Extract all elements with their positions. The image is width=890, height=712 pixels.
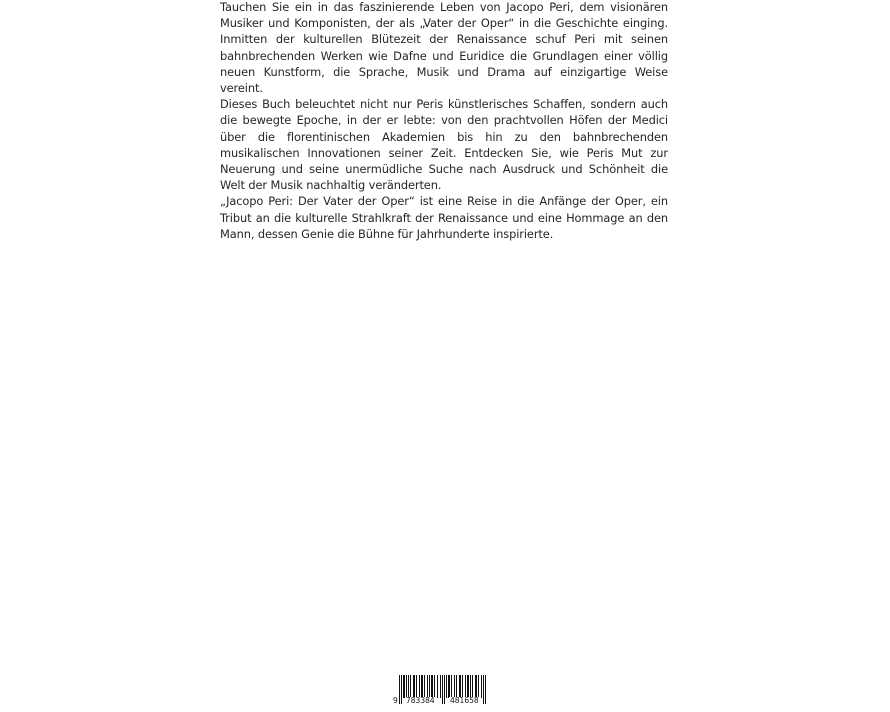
barcode-bar bbox=[406, 675, 407, 698]
barcode-bar bbox=[456, 675, 457, 698]
barcode-bar bbox=[431, 675, 433, 698]
barcode-bar bbox=[442, 675, 443, 704]
barcode-bar bbox=[459, 675, 461, 698]
barcode-bar bbox=[419, 675, 420, 698]
barcode-bar bbox=[410, 675, 411, 698]
barcode-bar bbox=[416, 675, 417, 698]
barcode-bar bbox=[472, 675, 473, 698]
barcode-bar bbox=[403, 675, 405, 698]
back-cover-blurb bbox=[220, 0, 668, 242]
barcode-bar bbox=[444, 675, 445, 704]
barcode-first-digit: 9 bbox=[393, 696, 398, 705]
barcode-bar bbox=[481, 675, 482, 698]
barcode-right-digits: 481658 bbox=[450, 696, 479, 705]
barcode-bar bbox=[399, 675, 400, 704]
isbn-barcode bbox=[392, 675, 496, 705]
barcode-bar bbox=[446, 675, 447, 698]
barcode-bar bbox=[421, 675, 423, 698]
barcode-bar bbox=[424, 675, 425, 698]
barcode-bar bbox=[454, 675, 455, 698]
barcode-bar bbox=[434, 675, 435, 698]
barcode-bar bbox=[470, 675, 471, 698]
barcode-bar bbox=[483, 675, 484, 704]
barcode-bar bbox=[401, 675, 402, 704]
barcode-bar bbox=[408, 675, 409, 698]
blurb-paragraph-2: Dieses Buch beleuchtet nicht nur Peris künstlerisches Schaffen, sondern auch die bewegte Epoche, in der er lebte: von den prachtvollen Höfen der Medici über die florentinischen Akademien bis hin zu den bahnbrechenden musikalischen Innovationen seiner Zeit. Entdecken Sie, wie Peris Mut zur Neuerung und seine unermüdliche Suche nach Ausdruck und Schönheit die Welt der Musik nachhaltig veränderten. bbox=[220, 97, 668, 193]
barcode-bar bbox=[437, 675, 438, 698]
barcode-bar bbox=[465, 675, 466, 698]
blurb-paragraph-3: „Jacopo Peri: Der Vater der Oper“ ist eine Reise in die Anfänge der Oper, ein Tribut an die kulturelle Strahlkraft der Renaissance und eine Hommage an den Mann, dessen Genie die Bühne für Jahrhunderte inspirierte. bbox=[220, 194, 668, 241]
barcode-bar bbox=[485, 675, 486, 704]
barcode-bar bbox=[448, 675, 450, 698]
barcode-bar bbox=[427, 675, 428, 698]
barcode-bar bbox=[478, 675, 479, 698]
barcode-bar bbox=[462, 675, 463, 698]
barcode-bar bbox=[440, 675, 441, 698]
barcode-bar bbox=[413, 675, 415, 698]
barcode-bar bbox=[429, 675, 430, 698]
barcode-bar bbox=[475, 675, 477, 698]
barcode-bar bbox=[451, 675, 452, 698]
barcode-left-digits: 783384 bbox=[406, 696, 435, 705]
blurb-paragraph-1: Tauchen Sie ein in das faszinierende Leben von Jacopo Peri, dem visionären Musiker und Komponisten, der als „Vater der Oper“ in die Geschichte einging. Inmitten der kulturellen Blütezeit der Renaissance schuf Peri mit seinen bahnbrechenden Werken wie Dafne und Euridice die Grundlagen einer völlig neuen Kunstform, die Sprache, Musik und Drama auf einzigartige Weise vereint. bbox=[220, 0, 668, 96]
barcode-bar bbox=[467, 675, 469, 698]
